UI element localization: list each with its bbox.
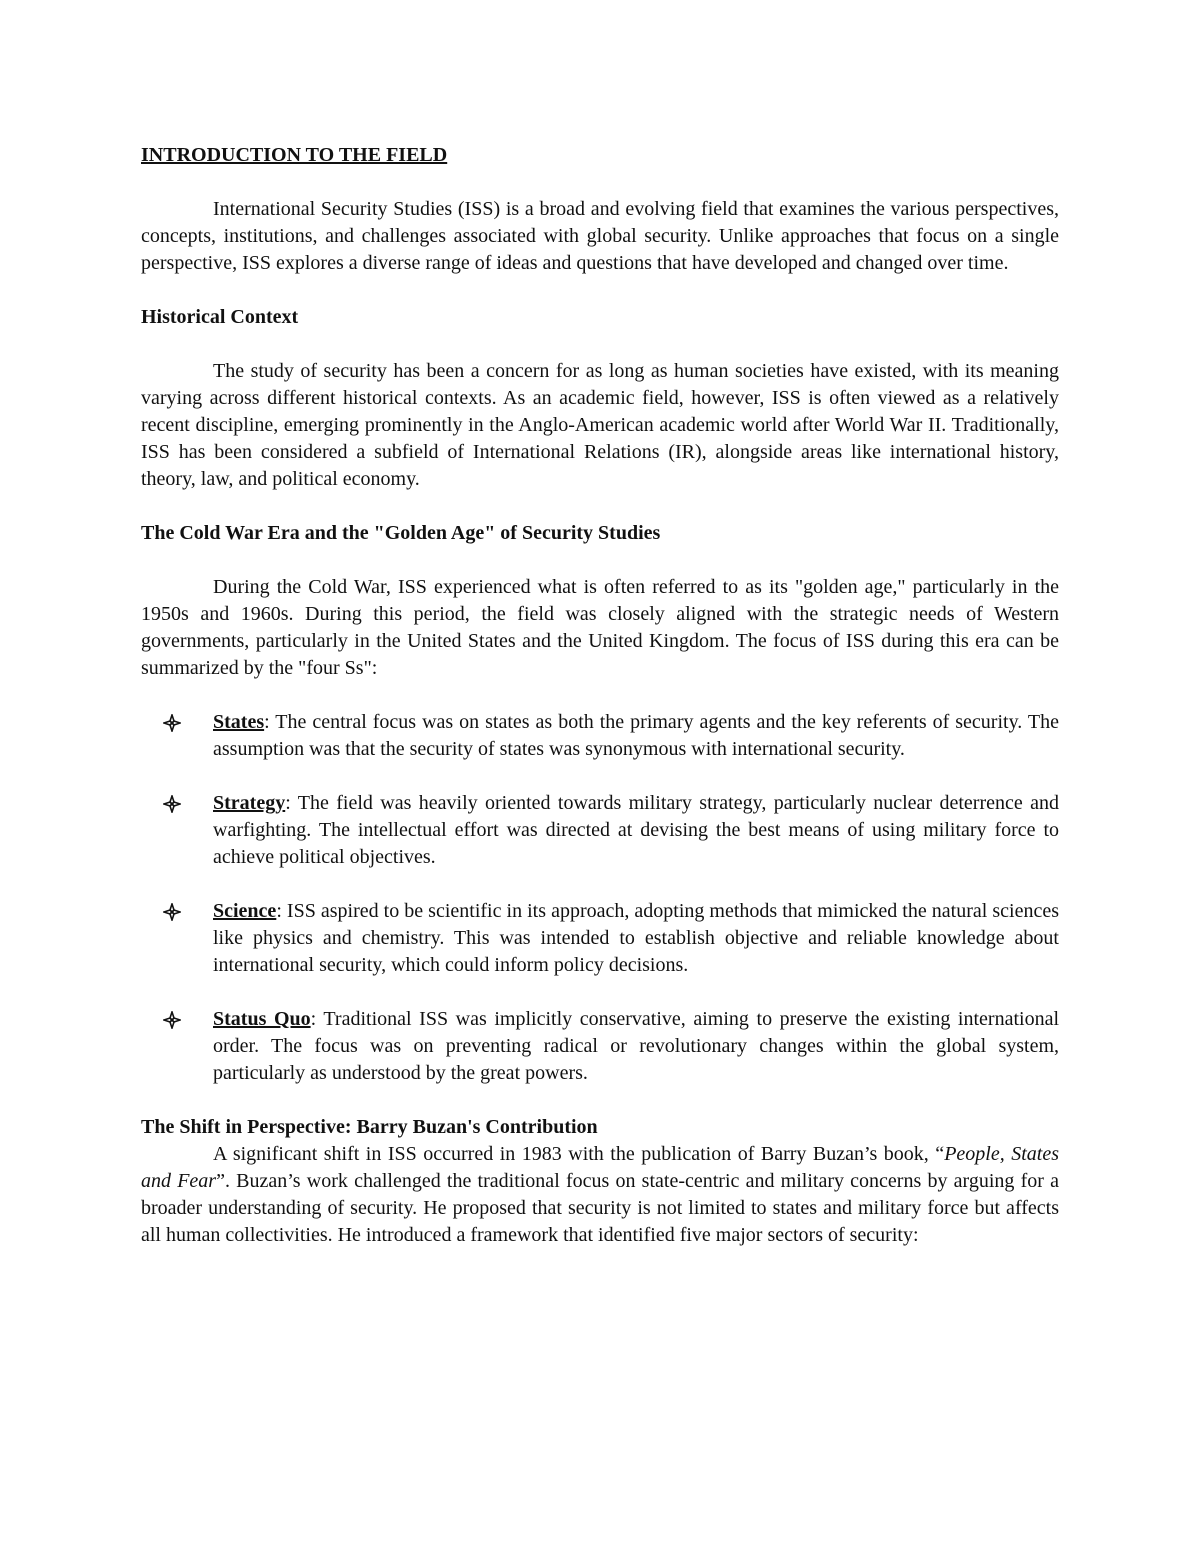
diamond-bullet-icon <box>163 1011 181 1029</box>
buzan-text-end: ”. Buzan’s work challenged the traditional focus on state-centric and military concerns by arguing for a broader understanding of security. He proposed that security is not limited to states and military force but affects all human collectivities. He introduced a framework that identified five major sectors of security: <box>141 1170 1059 1246</box>
list-item-science <box>141 898 1059 979</box>
intro-paragraph: International Security Studies (ISS) is a broad and evolving field that examines the various perspectives, concepts, institutions, and challenges associated with global security. Unlike approaches that focus on a single perspective, ISS explores a diverse range of ideas and questions that have developed and changed over time. <box>141 198 1059 274</box>
diamond-bullet-icon <box>163 714 181 732</box>
bullet-text: : The central focus was on states as both the primary agents and the key referents of security. The assumption was that the security of states was synonymous with international security. <box>213 711 1059 760</box>
term-science: Science <box>213 900 277 922</box>
diamond-bullet-icon <box>163 795 181 813</box>
document-page <box>141 142 1059 1249</box>
four-ss-list <box>141 709 1059 1087</box>
list-item-status-quo <box>141 1006 1059 1087</box>
buzan-text-start: A significant shift in ISS occurred in 1983 with the publication of Barry Buzan’s book, “ <box>213 1143 945 1165</box>
term-strategy: Strategy <box>213 792 286 814</box>
bullet-text: : The field was heavily oriented towards military strategy, particularly nuclear deterrence and warfighting. The intellectual effort was directed at devising the best means of using military force to achieve political objectives. <box>213 792 1059 868</box>
historical-context-heading: Historical Context <box>141 306 299 328</box>
bullet-text: : ISS aspired to be scientific in its approach, adopting methods that mimicked the natural sciences like physics and chemistry. This was intended to establish objective and reliable knowledge about international security, which could inform policy decisions. <box>213 900 1059 976</box>
historical-context-paragraph: The study of security has been a concern for as long as human societies have existed, with its meaning varying across different historical contexts. As an academic field, however, ISS is often viewed as a relatively recent discipline, emerging prominently in the Anglo-American academic world after World War II. Traditionally, ISS has been considered a subfield of International Relations (IR), alongside areas like international history, theory, law, and political economy. <box>141 360 1059 490</box>
term-states: States <box>213 711 265 733</box>
document-title: INTRODUCTION TO THE FIELD <box>141 144 448 166</box>
list-item-states <box>141 709 1059 763</box>
buzan-paragraph <box>141 1141 1059 1249</box>
book-title: People, States and Fear <box>141 1143 1059 1192</box>
diamond-bullet-icon <box>163 903 181 921</box>
cold-war-paragraph: During the Cold War, ISS experienced what is often referred to as its "golden age," particularly in the 1950s and 1960s. During this period, the field was closely aligned with the strategic needs of Western governments, particularly in the United States and the United Kingdom. The focus of ISS during this era can be summarized by the "four Ss": <box>141 576 1059 679</box>
cold-war-heading: The Cold War Era and the "Golden Age" of Security Studies <box>141 522 661 544</box>
bullet-text: : Traditional ISS was implicitly conservative, aiming to preserve the existing international order. The focus was on preventing radical or revolutionary changes within the global system, particularly as understood by the great powers. <box>213 1008 1060 1084</box>
buzan-heading: The Shift in Perspective: Barry Buzan's Contribution <box>141 1116 598 1138</box>
term-status-quo: Status Quo <box>213 1008 311 1030</box>
list-item-strategy <box>141 790 1059 871</box>
